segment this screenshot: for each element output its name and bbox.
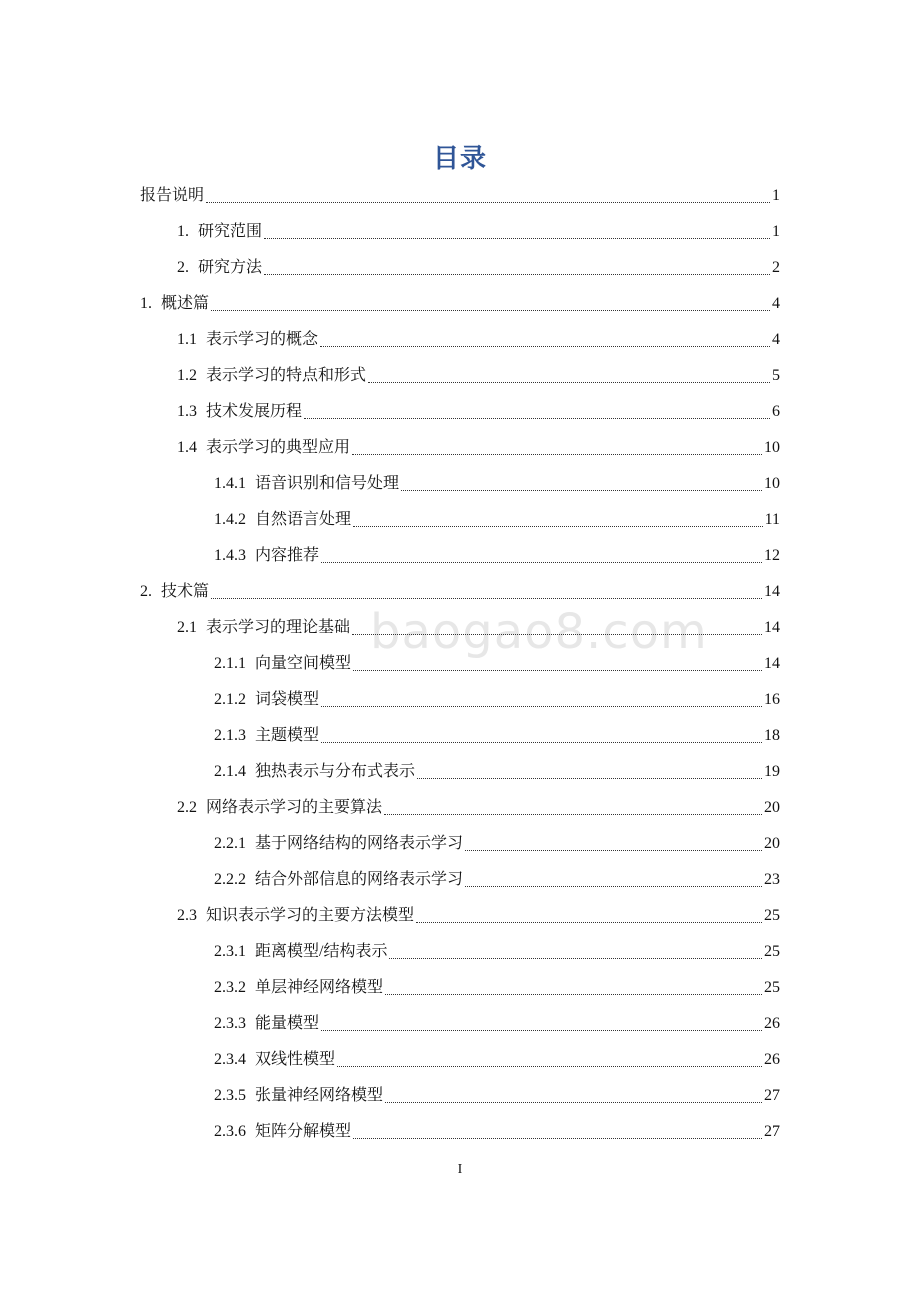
toc-dot-leader xyxy=(401,486,762,491)
toc-entry[interactable] xyxy=(214,1112,780,1142)
toc-entry[interactable] xyxy=(177,896,780,926)
toc-entry[interactable] xyxy=(177,608,780,638)
toc-entry-page: 18 xyxy=(764,727,780,744)
toc-entry[interactable] xyxy=(177,320,780,350)
toc-entry-page: 1 xyxy=(772,187,780,204)
toc-entry-label: 表示学习的概念 xyxy=(206,331,319,348)
toc-entry[interactable] xyxy=(140,284,780,314)
toc-entry-label: 表示学习的典型应用 xyxy=(206,439,351,456)
toc-entry-page: 20 xyxy=(764,835,780,852)
toc-entry[interactable] xyxy=(214,1076,780,1106)
toc-entry-number: 1.2 xyxy=(177,367,197,384)
toc-entry-number: 2.3.3 xyxy=(214,1015,246,1032)
toc-dot-leader xyxy=(353,522,763,527)
toc-entry-page: 14 xyxy=(764,619,780,636)
toc-entry-page: 1 xyxy=(772,223,780,240)
toc-entry-label: 矩阵分解模型 xyxy=(255,1123,352,1140)
toc-entry-number: 1.4.3 xyxy=(214,547,246,564)
toc-entry-page: 4 xyxy=(772,295,780,312)
toc-entry-number: 2.1 xyxy=(177,619,197,636)
toc-entry[interactable] xyxy=(214,860,780,890)
toc-entry-number: 1.1 xyxy=(177,331,197,348)
watermark: baogao8.com xyxy=(370,604,708,660)
toc-entry-number: 2.3.2 xyxy=(214,979,246,996)
toc-entry[interactable] xyxy=(177,788,780,818)
toc-entry-page: 26 xyxy=(764,1051,780,1068)
toc-dot-leader xyxy=(321,702,762,707)
toc-entry[interactable] xyxy=(214,968,780,998)
page-number: I xyxy=(457,1162,463,1177)
toc-entry-number: 2.3.6 xyxy=(214,1123,246,1140)
toc-entry-number: 1.3 xyxy=(177,403,197,420)
toc-entry-number: 1. xyxy=(177,223,189,240)
toc-entry-label: 语音识别和信号处理 xyxy=(255,475,400,492)
toc-entry-page: 27 xyxy=(764,1123,780,1140)
toc-entry-number: 2.3.1 xyxy=(214,943,246,960)
toc-entry-label: 自然语言处理 xyxy=(255,511,352,528)
toc-entry-label: 张量神经网络模型 xyxy=(255,1087,384,1104)
toc-entry-label: 基于网络结构的网络表示学习 xyxy=(255,835,464,852)
toc-entry[interactable] xyxy=(214,716,780,746)
toc-dot-leader xyxy=(337,1062,762,1067)
toc-entry[interactable] xyxy=(214,752,780,782)
toc-entry-label: 研究方法 xyxy=(198,259,263,276)
toc-entry[interactable] xyxy=(177,356,780,386)
toc-entry-number: 2.1.1 xyxy=(214,655,246,672)
toc-dot-leader xyxy=(321,558,762,563)
toc-entry[interactable] xyxy=(177,428,780,458)
toc-dot-leader xyxy=(206,198,770,203)
toc-entry-label: 独热表示与分布式表示 xyxy=(255,763,416,780)
toc-entry-number: 1. xyxy=(140,295,152,312)
toc-dot-leader xyxy=(264,270,770,275)
toc-entry-label: 表示学习的特点和形式 xyxy=(206,367,367,384)
toc-dot-leader xyxy=(416,918,762,923)
toc-dot-leader xyxy=(352,630,762,635)
toc-entry-number: 2.2.2 xyxy=(214,871,246,888)
document-title: 目录 xyxy=(432,144,487,174)
toc-entry-page: 27 xyxy=(764,1087,780,1104)
toc-entry-label: 单层神经网络模型 xyxy=(255,979,384,996)
toc-entry-page: 2 xyxy=(772,259,780,276)
toc-entry-label: 网络表示学习的主要算法 xyxy=(206,799,383,816)
toc-entry[interactable] xyxy=(214,644,780,674)
toc-entry-page: 25 xyxy=(764,943,780,960)
toc-entry-label: 向量空间模型 xyxy=(255,655,352,672)
toc-entry[interactable] xyxy=(177,212,780,242)
toc-entry-number: 2.1.3 xyxy=(214,727,246,744)
toc-entry[interactable] xyxy=(214,932,780,962)
toc-dot-leader xyxy=(384,810,762,815)
toc-dot-leader xyxy=(321,1026,762,1031)
toc-entry-page: 20 xyxy=(764,799,780,816)
toc-entry[interactable] xyxy=(214,500,780,530)
toc-entry-page: 12 xyxy=(764,547,780,564)
toc-entry-number: 2.1.4 xyxy=(214,763,246,780)
toc-dot-leader xyxy=(352,450,762,455)
toc-entry[interactable] xyxy=(214,1004,780,1034)
toc-entry[interactable] xyxy=(214,464,780,494)
toc-entry-page: 11 xyxy=(764,511,780,528)
toc-entry-number: 2. xyxy=(177,259,189,276)
toc-entry-label: 主题模型 xyxy=(255,727,320,744)
toc-entry-page: 14 xyxy=(764,655,780,672)
toc-entry[interactable] xyxy=(214,536,780,566)
toc-entry-page: 16 xyxy=(764,691,780,708)
toc-entry-label: 技术发展历程 xyxy=(206,403,303,420)
toc-entry-number: 2.3.4 xyxy=(214,1051,246,1068)
toc-dot-leader xyxy=(385,990,762,995)
toc-entry-number: 2.1.2 xyxy=(214,691,246,708)
toc-dot-leader xyxy=(353,1134,762,1139)
toc-entry-label: 内容推荐 xyxy=(255,547,320,564)
toc-dot-leader xyxy=(211,594,762,599)
toc-entry-label: 距离模型/结构表示 xyxy=(255,943,388,960)
toc-dot-leader xyxy=(304,414,770,419)
toc-entry[interactable] xyxy=(177,248,780,278)
toc-entry-page: 26 xyxy=(764,1015,780,1032)
toc-entry-page: 19 xyxy=(764,763,780,780)
toc-entry[interactable] xyxy=(214,680,780,710)
toc-dot-leader xyxy=(385,1098,762,1103)
toc-dot-leader xyxy=(353,666,762,671)
toc-entry-label: 报告说明 xyxy=(140,187,205,204)
toc-entry-number: 2. xyxy=(140,583,152,600)
toc-dot-leader xyxy=(368,378,770,383)
toc-entry-number: 2.3.5 xyxy=(214,1087,246,1104)
toc-entry-page: 25 xyxy=(764,979,780,996)
toc-entry[interactable] xyxy=(140,572,780,602)
toc-entry-number: 1.4 xyxy=(177,439,197,456)
toc-entry-page: 14 xyxy=(764,583,780,600)
toc-dot-leader xyxy=(465,846,762,851)
toc-dot-leader xyxy=(389,954,762,959)
toc-entry-label: 概述篇 xyxy=(161,295,210,312)
toc-entry-number: 2.3 xyxy=(177,907,197,924)
toc-entry[interactable] xyxy=(140,176,780,206)
toc-dot-leader xyxy=(211,306,770,311)
toc-entry[interactable] xyxy=(177,392,780,422)
toc-entry[interactable] xyxy=(214,1040,780,1070)
toc-entry-label: 研究范围 xyxy=(198,223,263,240)
toc-entry-label: 双线性模型 xyxy=(255,1051,336,1068)
toc-dot-leader xyxy=(417,774,762,779)
toc-entry-label: 能量模型 xyxy=(255,1015,320,1032)
toc-dot-leader xyxy=(264,234,770,239)
toc-entry-page: 25 xyxy=(764,907,780,924)
toc-entry-page: 10 xyxy=(764,439,780,456)
toc-dot-leader xyxy=(321,738,762,743)
toc-entry-page: 4 xyxy=(772,331,780,348)
toc-dot-leader xyxy=(465,882,762,887)
toc-entry-number: 2.2.1 xyxy=(214,835,246,852)
toc-entry-number: 1.4.1 xyxy=(214,475,246,492)
toc-entry-page: 23 xyxy=(764,871,780,888)
toc-entry-label: 知识表示学习的主要方法模型 xyxy=(206,907,415,924)
toc-entry[interactable] xyxy=(214,824,780,854)
toc-entry-number: 1.4.2 xyxy=(214,511,246,528)
toc-entry-label: 结合外部信息的网络表示学习 xyxy=(255,871,464,888)
toc-entry-page: 6 xyxy=(772,403,780,420)
toc-entry-number: 2.2 xyxy=(177,799,197,816)
toc-entry-label: 表示学习的理论基础 xyxy=(206,619,351,636)
toc-dot-leader xyxy=(320,342,770,347)
toc-entry-label: 词袋模型 xyxy=(255,691,320,708)
toc-entry-label: 技术篇 xyxy=(161,583,210,600)
toc-entry-page: 10 xyxy=(764,475,780,492)
toc-entry-page: 5 xyxy=(772,367,780,384)
